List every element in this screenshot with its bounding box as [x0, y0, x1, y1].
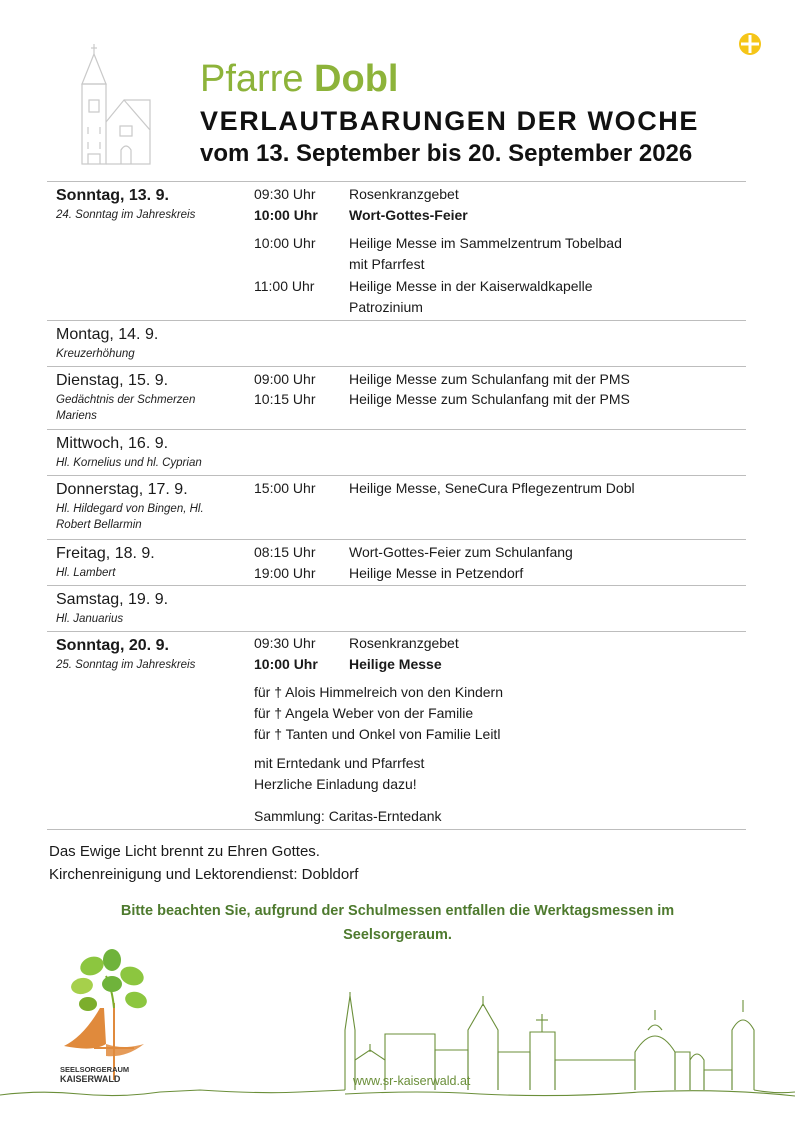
- extra-info: mit Erntedank und Pfarrfest: [254, 755, 425, 771]
- day-note: 24. Sonntag im Jahreskreis: [56, 209, 196, 221]
- event-desc: Rosenkranzgebet: [349, 635, 459, 651]
- day-row: [47, 586, 746, 632]
- event-desc: Heilige Messe im Sammelzentrum Tobelbad: [349, 235, 622, 251]
- town-skyline-icon: [0, 990, 795, 1124]
- event-desc: mit Pfarrfest: [349, 256, 425, 272]
- day-name: Freitag, 18. 9.: [56, 545, 155, 562]
- notice-text: [60, 899, 735, 947]
- day-name: Sonntag, 13. 9.: [56, 187, 169, 204]
- event-time: 09:30 Uhr: [254, 635, 316, 651]
- logo-line: SEELSORGERAUM: [60, 1065, 130, 1074]
- day-name: Mittwoch, 16. 9.: [56, 435, 169, 452]
- mass-intention: für † Angela Weber von der Familie: [254, 705, 474, 721]
- weekly-schedule: [47, 181, 746, 830]
- event-desc: Wort-Gottes-Feier zum Schulanfang: [349, 544, 573, 560]
- parish-name: Dobl: [314, 58, 399, 100]
- day-row: [47, 321, 746, 367]
- event-desc: Heilige Messe: [349, 656, 442, 672]
- parish-title: [200, 56, 699, 102]
- day-note: Hl. Hildegard von Bingen, Hl.: [56, 503, 204, 515]
- header: [200, 56, 699, 170]
- day-name: Donnerstag, 17. 9.: [56, 481, 188, 498]
- day-note: Mariens: [56, 410, 97, 422]
- event-time: 08:15 Uhr: [254, 544, 316, 560]
- logo-line: KAISERWALD: [60, 1074, 121, 1084]
- event-time: 10:00 Uhr: [254, 656, 318, 672]
- day-note: Kreuzerhöhung: [56, 348, 135, 360]
- day-note: 25. Sonntag im Jahreskreis: [56, 659, 196, 671]
- notice-line: Bitte beachten Sie, aufgrund der Schulmessen entfallen die Werktagsmessen im: [120, 903, 675, 919]
- footer-line: Kirchenreinigung und Lektorendienst: Dobldorf: [49, 866, 359, 883]
- day-name: Sonntag, 20. 9.: [56, 637, 169, 654]
- day-name: Samstag, 19. 9.: [56, 591, 169, 608]
- event-time: 19:00 Uhr: [254, 565, 316, 581]
- mass-intention: für † Alois Himmelreich von den Kindern: [254, 684, 504, 700]
- date-range: vom 13. September bis 20. September 2026: [200, 140, 693, 167]
- day-row: [47, 632, 746, 830]
- event-desc: Heilige Messe, SeneCura Pflegezentrum Dobl: [349, 480, 635, 496]
- day-note: Hl. Lambert: [56, 567, 116, 579]
- day-name: Montag, 14. 9.: [56, 326, 159, 343]
- event-desc: Heilige Messe in der Kaiserwaldkapelle: [349, 278, 593, 294]
- event-time: 10:00 Uhr: [254, 235, 316, 251]
- footer-notes: [49, 840, 358, 886]
- page-title: VERLAUTBARUNGEN DER WOCHE: [200, 106, 699, 136]
- day-name: Dienstag, 15. 9.: [56, 372, 169, 389]
- website-url[interactable]: www.sr-kaiserwald.at: [353, 1074, 471, 1088]
- event-time: 11:00 Uhr: [254, 278, 315, 294]
- extra-info: Herzliche Einladung dazu!: [254, 776, 417, 792]
- footer-line: Das Ewige Licht brennt zu Ehren Gottes.: [49, 843, 320, 860]
- event-desc: Heilige Messe in Petzendorf: [349, 565, 524, 581]
- day-row: [47, 476, 746, 540]
- event-desc: Wort-Gottes-Feier: [349, 207, 468, 223]
- day-note: Hl. Kornelius und hl. Cyprian: [56, 457, 202, 469]
- day-row: [47, 367, 746, 430]
- diocese-cross-icon: [738, 32, 762, 56]
- event-time: 10:00 Uhr: [254, 207, 318, 223]
- notice-line: Seelsorgeraum.: [343, 927, 452, 943]
- event-desc: Heilige Messe zum Schulanfang mit der PMS: [349, 371, 630, 387]
- event-desc: Rosenkranzgebet: [349, 186, 459, 202]
- event-time: 09:30 Uhr: [254, 186, 316, 202]
- day-note: Gedächtnis der Schmerzen: [56, 394, 196, 406]
- day-note: Robert Bellarmin: [56, 519, 142, 531]
- day-row: [47, 540, 746, 586]
- event-desc: Patrozinium: [349, 299, 423, 315]
- day-row: [47, 182, 746, 321]
- mass-intention: für † Tanten und Onkel von Familie Leitl: [254, 726, 501, 742]
- event-time: 09:00 Uhr: [254, 371, 316, 387]
- collection-info: Sammlung: Caritas-Erntedank: [254, 808, 442, 824]
- event-desc: Heilige Messe zum Schulanfang mit der PMS: [349, 391, 630, 407]
- day-row: [47, 430, 746, 476]
- day-note: Hl. Januarius: [56, 613, 124, 625]
- parish-prefix: Pfarre: [200, 58, 304, 100]
- event-time: 15:00 Uhr: [254, 480, 316, 496]
- event-time: 10:15 Uhr: [254, 391, 316, 407]
- church-illustration-icon: [74, 42, 158, 166]
